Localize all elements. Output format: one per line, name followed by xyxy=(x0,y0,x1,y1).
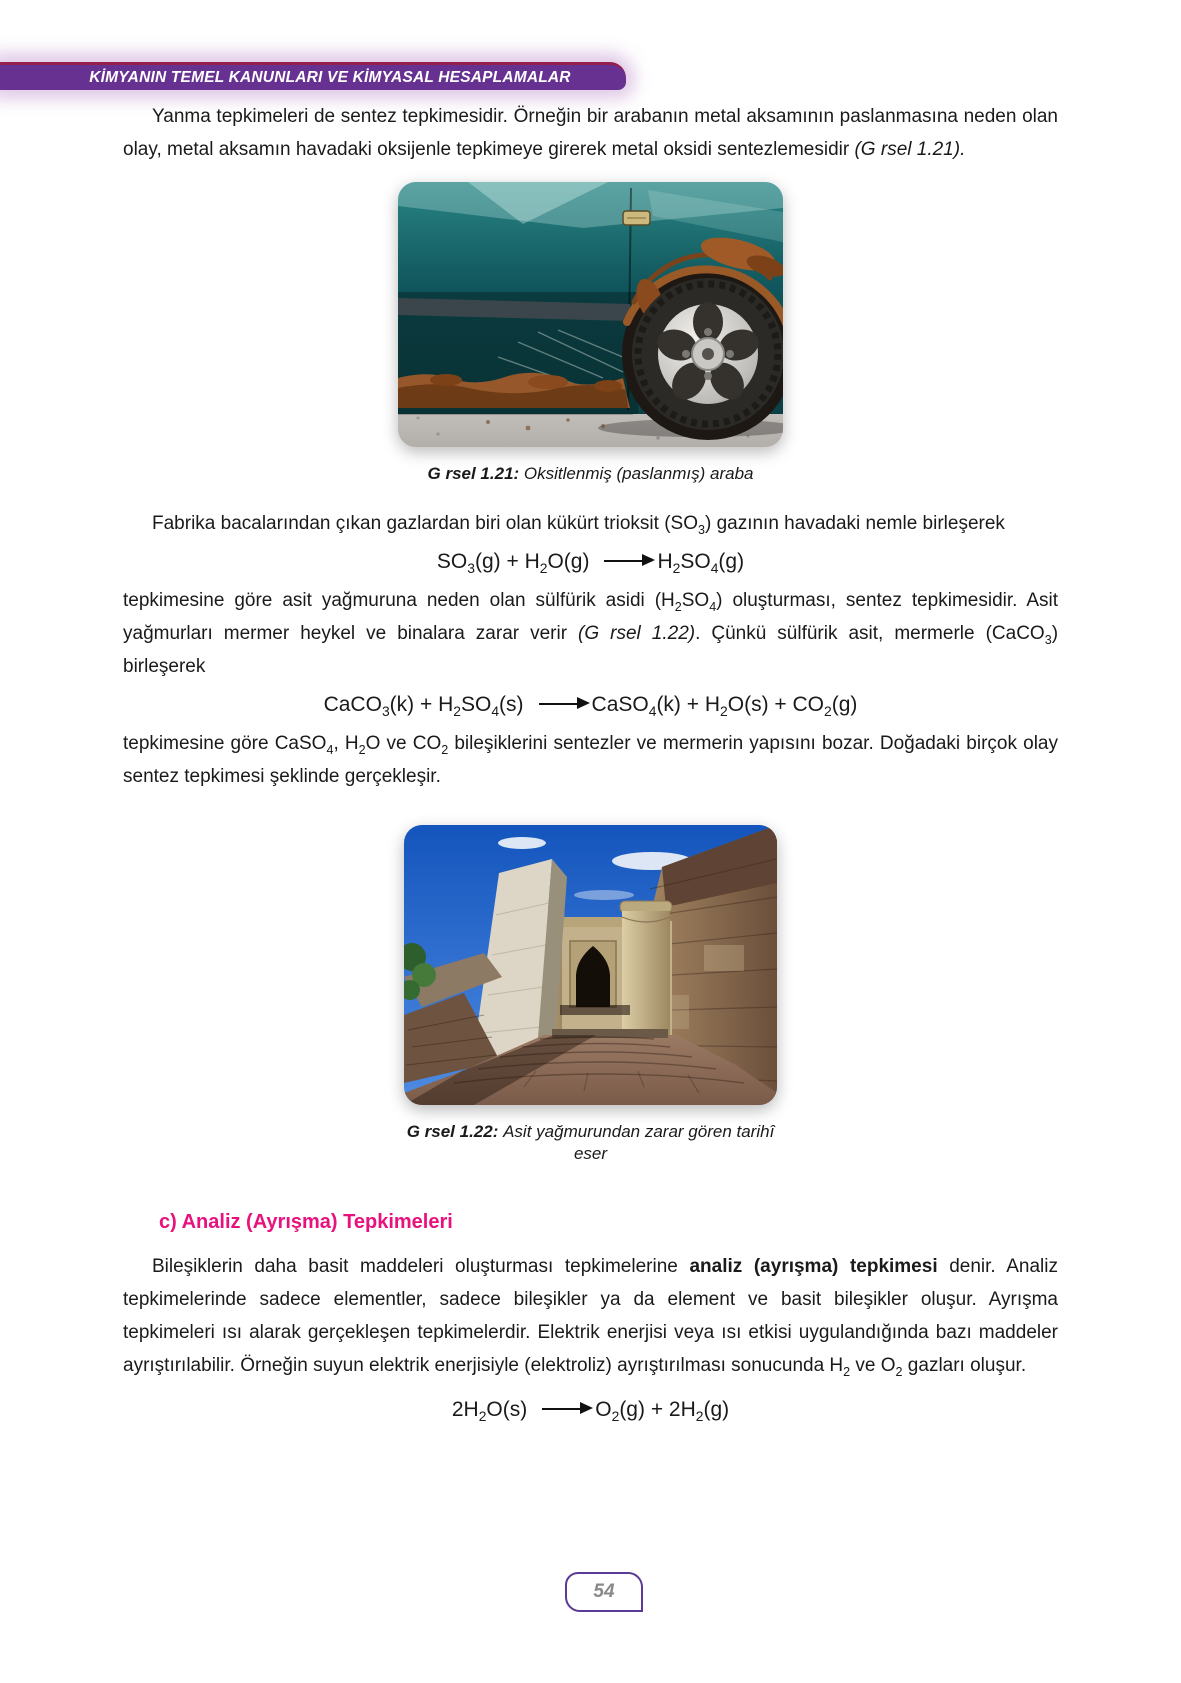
fort-photo xyxy=(404,825,777,1105)
rusted-car-photo xyxy=(398,182,783,447)
equation-electrolysis: $2H_2O(s) O_2(g) + 2H_2(g)$ xyxy=(451,1398,730,1425)
page-content xyxy=(123,100,1058,1432)
equation-caco3-h2so4: CaCO$_3$(k) + $H_2SO_4(s)$ CaSO$_4$(k) + $H_2O(s) + CO_2(g)$ xyxy=(323,693,858,720)
reaction-arrow-icon xyxy=(542,1408,582,1410)
section-heading-analiz: c) Analiz (Ayrışma) Tepkimeleri xyxy=(159,1211,453,1233)
figure-fort xyxy=(404,825,777,1165)
page-number: 54 xyxy=(593,1581,615,1602)
paragraph-asit-yagmuru: tepkimesine göre asit yağmuruna neden olan sülfürik asidi $(H_2SO_4)$ oluşturması, sentez tepkimesidir. Asit yağmurları mermer heykel ve binalara zarar verir (G rsel 1.22). Çünkü sülfürik asit, mermerle (CaCO$_3$) birleşerek xyxy=(123,590,1059,677)
equation-so3-h2o: $SO_3(g) + H_2O(g)$ $H_2SO_4(g)$ xyxy=(436,550,745,577)
paragraph-yanma: Yanma tepkimeleri de sentez tepkimesidir. Örneğin bir arabanın metal aksamının paslanmasına neden olan olay, metal aksamın havadaki oksijenle tepkimeye girerek metal oksidi sentezlemesidir (G rsel 1.21). xyxy=(123,106,1058,160)
paragraph-caso4: tepkimesine göre CaSO$_4$, $H_2O$ ve $CO_2$ bileşiklerini sentezler ve mermerin yapısını bozar. Doğadaki birçok olay sentez tepkimesi şeklinde gerçekleşir. xyxy=(123,733,1058,787)
chapter-title: KİMYANIN TEMEL KANUNLARI VE KİMYASAL HESAPLAMALAR xyxy=(89,69,571,86)
paragraph-fabrika: Fabrika bacalarından çıkan gazlardan biri olan kükürt trioksit $(SO_3)$ gazının havadaki nemle birleşerek xyxy=(152,513,1005,537)
reaction-arrow-icon xyxy=(539,703,579,705)
header-banner xyxy=(0,62,626,90)
reaction-arrow-icon xyxy=(604,560,644,562)
page-number-box xyxy=(565,1572,643,1612)
figure-caption-2: G rsel 1.22: Asit yağmurundan zarar gören tarihî eser xyxy=(406,1122,775,1163)
paragraph-analiz: Bileşiklerin daha basit maddeleri oluşturması tepkimelerine analiz (ayrışma) tepkimesi denir. Analiz tepkimelerinde sadece elementler, sadece bileşikler ya da element ve basit bileşikler oluşur. Ayrışma tepkimeleri ısı alarak gerçekleşen tepkimelerdir. Elektrik enerjisi veya ısı etkisi uygulandığında bazı maddeler ayrıştırılabilir. Örneğin suyun elektrik enerjisiyle (elektroliz) ayrıştırılması sonucunda $H_2$ ve $O_2$ gazları oluşur. xyxy=(123,1256,1058,1379)
figure-rusted-car xyxy=(398,182,783,485)
figure-caption-1: G rsel 1.21: Oksitlenmiş (paslanmış) araba xyxy=(427,464,754,483)
